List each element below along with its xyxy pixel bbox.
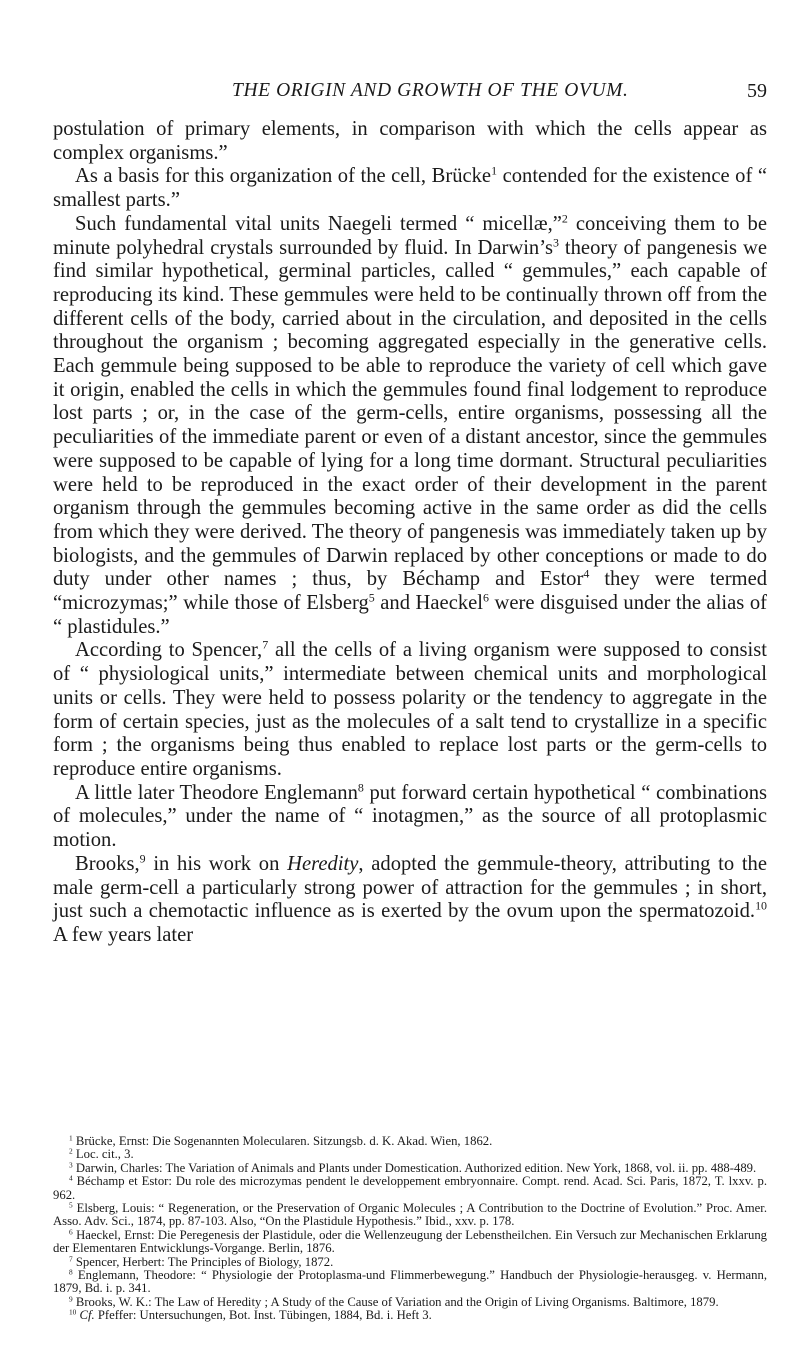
- footnote-reference: 3: [552, 235, 559, 250]
- footnote-reference: 1: [491, 164, 498, 178]
- footnote-number: 6: [69, 1227, 73, 1237]
- text-run: Such fundamental vital units Naegeli termed “ micellæ,”: [75, 212, 562, 235]
- footnote-reference: 6: [483, 590, 489, 605]
- text-run: in his work on: [145, 852, 288, 875]
- text-run: A few years later: [53, 923, 194, 946]
- text-run: all the cells of a living organism were supposed to consist of “ physiological units,” intermediate between chemical units and morphological units or cells. They were held to possess polarity or the tendency to aggregate in the form of certain species, just as the molecules of a salt tend to crystallize in a specific form ; the organisms being thus enabled to replace lost parts or the germ-cells to reproduce entire organisms.: [53, 639, 768, 780]
- text-run: Englemann, Theodore: “ Physiologie der Protoplasma-und Flimmerbewegung.” Handbuch der Physiologie-herausgeg. v. Hermann, 1879, Bd. i. p. 341.: [53, 1268, 768, 1296]
- footnote: [53, 1135, 767, 1148]
- footnote-reference: 4: [583, 566, 590, 581]
- body-paragraph: [53, 782, 767, 853]
- text-run: conceiving them to be minute polyhedral crystals surrounded by fluid. In Darwin’s: [53, 212, 767, 259]
- text-run: Elsberg, Louis: “ Regeneration, or the Preservation of Organic Molecules ; A Contribution to the Doctrine of Evolution.” Proc. Amer. Asso. Adv. Sci., 1874, pp. 87-103. Also, “On the Plastidule Hypothesis.” Ibid., xxv. p. 178.: [53, 1201, 767, 1229]
- footnote-number: 1: [69, 1133, 73, 1143]
- body-paragraph: [53, 118, 767, 165]
- italic-text: Heredity: [287, 852, 359, 875]
- footnote-number: 2: [69, 1146, 73, 1156]
- text-run: Loc. cit., 3.: [75, 1147, 134, 1162]
- footnote-reference: 7: [262, 638, 269, 653]
- footnote: [53, 1202, 767, 1229]
- text-run: Darwin, Charles: The Variation of Animals and Plants under Domestication. Authorized edition. New York, 1868, vol. ii. pp. 488-489.: [75, 1160, 757, 1175]
- body-paragraph: [53, 213, 767, 640]
- footnote: [53, 1309, 767, 1322]
- text-run: contended for the existence of “ smallest parts.”: [53, 165, 768, 212]
- footnote-reference: 5: [368, 590, 375, 605]
- text-run: Béchamp et Estor: Du role des microzymas pendent le developpement embryonnaire. Compt. rend. Acad. Sci. Paris, 1872, T. lxxv. p. 962.: [53, 1174, 767, 1202]
- footnote-number: 8: [69, 1267, 73, 1277]
- footnote-number: 10: [69, 1307, 77, 1317]
- page-number: 59: [747, 80, 767, 102]
- text-run: Brücke, Ernst: Die Sogenannten Molecularen. Sitzungsb. d. K. Akad. Wien, 1862.: [75, 1134, 493, 1148]
- footnote-number: 3: [69, 1160, 73, 1170]
- footnote-number: 7: [69, 1254, 73, 1264]
- text-run: Brooks, W. K.: The Law of Heredity ; A Study of the Cause of Variation and the Origin of Living Organisms. Baltimore, 1879.: [75, 1294, 719, 1309]
- footnote-reference: 9: [139, 851, 146, 866]
- body-paragraph: [53, 639, 767, 781]
- text-run: put forward certain hypothetical “ combinations of molecules,” under the name of “ inotagmen,” as the source of all protoplasmic motion.: [53, 781, 768, 852]
- footnote-reference: 2: [561, 211, 568, 226]
- footnote-reference: 8: [357, 780, 364, 795]
- text-run: , adopted the gemmule-theory, attributing to the male germ-cell a particularly strong power of attraction for the gemmules ; in short, just such a chemotactic influence as is exerted by the ovum upon the spermatozoid.: [53, 852, 767, 923]
- text-run: Pfeffer: Untersuchungen, Bot. Inst. Tübingen, 1884, Bd. i. Heft 3.: [94, 1308, 432, 1323]
- footnote: [53, 1175, 767, 1202]
- text-run: they were termed “microzymas;” while those of Elsberg: [53, 568, 768, 615]
- footnote-reference: 10: [755, 898, 767, 913]
- footnote: [53, 1229, 767, 1256]
- text-run: were disguised under the alias of “ plastidules.”: [53, 592, 767, 638]
- page-header: [0, 80, 801, 108]
- body-text: [53, 118, 767, 948]
- footnote-number: 4: [69, 1173, 73, 1183]
- text-run: theory of pangenesis we find similar hypothetical, germinal particles, called “ gemmules,” each capable of reproducing its kind. These gemmules were held to be continually thrown off from the different cells of the body, carried about in the circulation, and deposited in the cells throughout the organism ; becoming aggregated especially in the generative cells. Each gemmule being supposed to be able to reproduce the variety of cell which gave it origin, enabled the cells in which the gemmules found final lodgement to reproduce lost parts ; or, in the case of the germ-cells, entire organisms, possessing all the peculiarities of the immediate parent or even of a distant ancestor, since the gemmules were supposed to be capable of lying for a long time dormant. Structural peculiarities were held to be reproduced in the exact order of their development in the parent organism through the gemmules becoming active in the same order as did the cells from which they were derived. The theory of pangenesis was immediately taken up by biologists, and the gemmules of Darwin replaced by other conceptions or made to do duty under other names ; thus, by Béchamp and Estor: [53, 236, 767, 591]
- text-run: and Haeckel: [374, 592, 483, 615]
- text-run: According to Spencer,: [75, 639, 263, 662]
- text-run: Brooks,: [75, 852, 140, 875]
- italic-text: Cf.: [79, 1308, 95, 1323]
- body-paragraph: [53, 165, 767, 212]
- text-run: As a basis for this organization of the cell, Brücke: [75, 165, 492, 188]
- text-run: Haeckel, Ernst: Die Peregenesis der Plastidule, oder die Wellenzeugung der Lebenstheilchen. Ein Versuch zur Mechanischen Erklarung der Elementaren Entwicklungs-Vorgange. Berlin, 1876.: [53, 1227, 768, 1256]
- text-run: Spencer, Herbert: The Principles of Biology, 1872.: [75, 1254, 334, 1269]
- running-title: THE ORIGIN AND GROWTH OF THE OVUM.: [232, 80, 629, 101]
- footnote-number: 5: [69, 1200, 73, 1210]
- text-run: postulation of primary elements, in comparison with which the cells appear as complex organisms.”: [53, 118, 767, 164]
- footnote: [53, 1269, 767, 1296]
- footnotes: [53, 1135, 767, 1323]
- body-paragraph: [53, 853, 767, 948]
- footnote-number: 9: [69, 1294, 73, 1304]
- text-run: A little later Theodore Englemann: [75, 781, 358, 804]
- footnote: [53, 1148, 767, 1161]
